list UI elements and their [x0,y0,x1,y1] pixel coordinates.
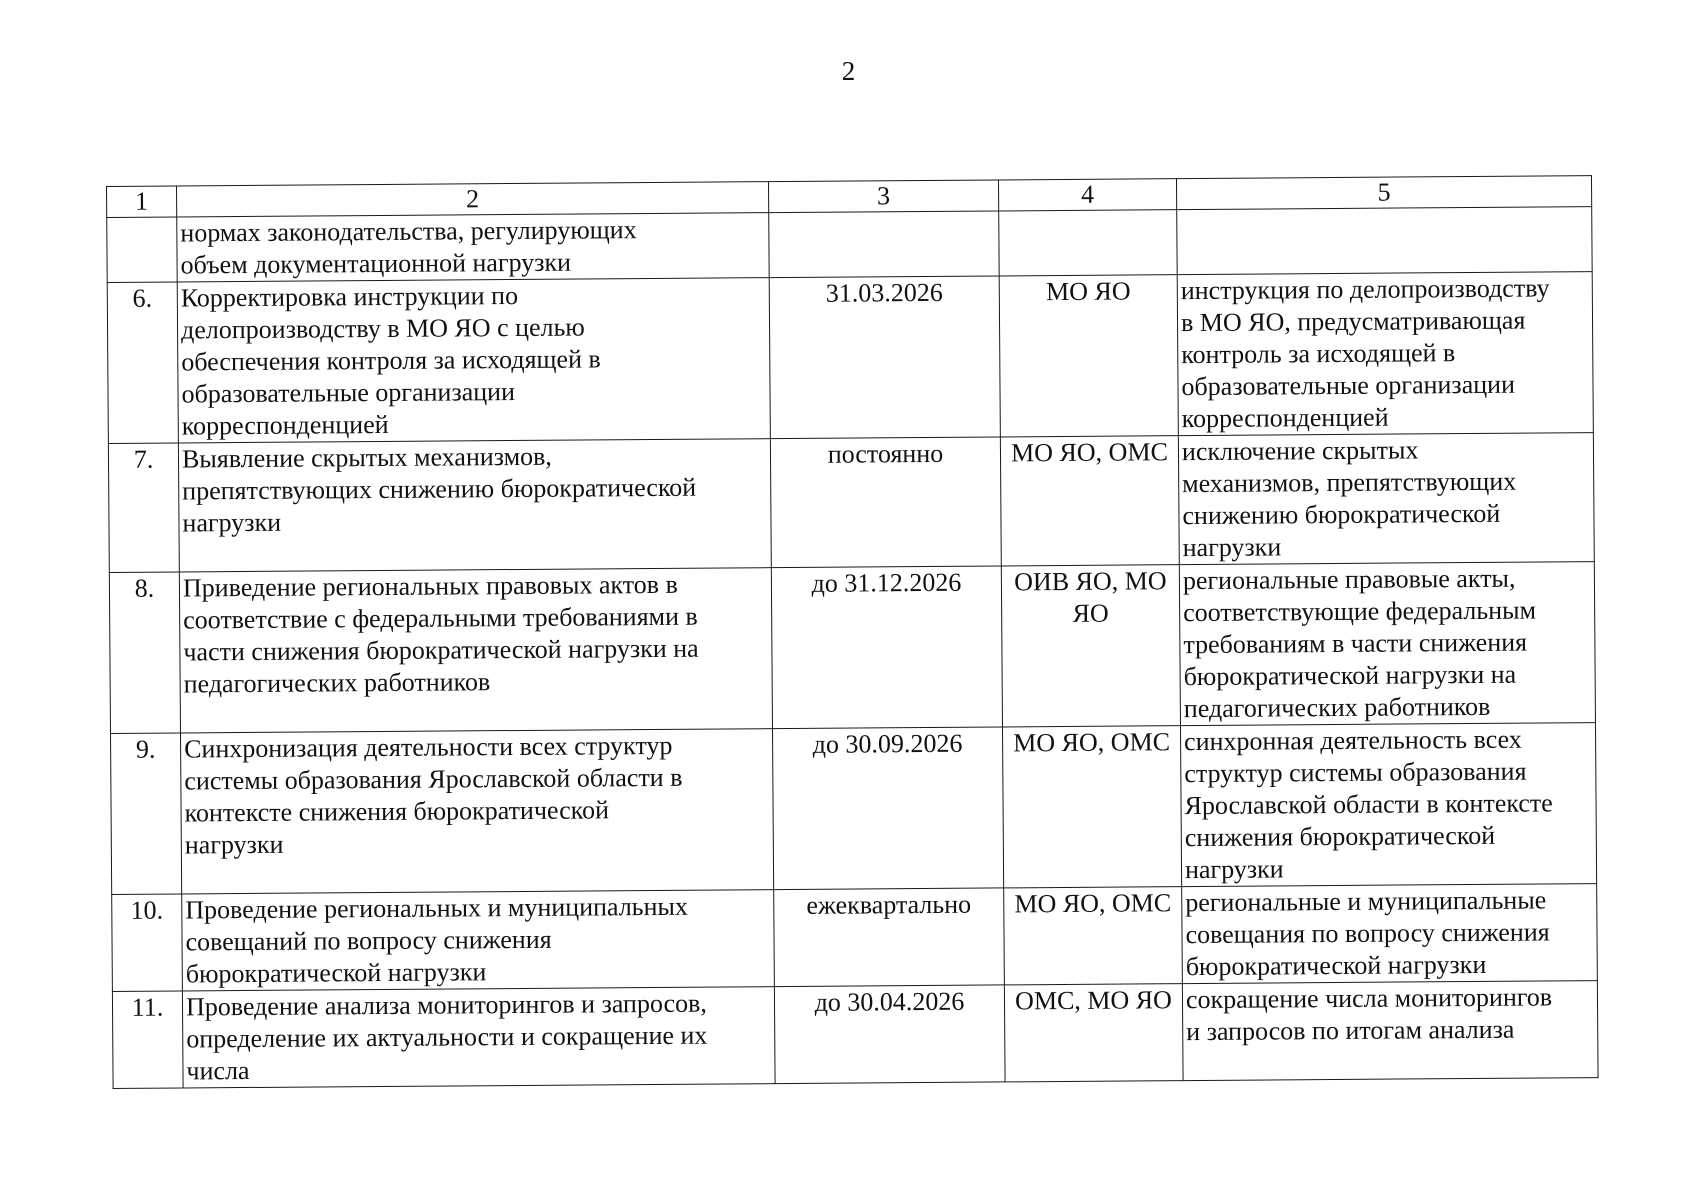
expected-result: региональные правовые акты, соответствующие федеральным требованиям в части снижения бюрократической нагрузки на педагогических работников [1179,562,1595,726]
expected-result: региональные и муниципальные совещания по вопросу снижения бюрократической нагрузки [1182,884,1598,984]
measure-name: Синхронизация деятельности всех структур системы образования Ярославской области в контексте снижения бюрократической нагрузки [181,729,774,894]
deadline: 31.03.2026 [769,276,1000,439]
table-row [108,433,1594,573]
table-row [112,981,1598,1089]
column-header-3: 3 [768,180,998,213]
column-header-4: 4 [998,179,1176,211]
measure-name: нормах законодательства, регулирующих объем документационной нагрузки [177,213,769,282]
expected-result [1177,207,1592,275]
table-row [112,884,1598,992]
page-number: 2 [841,56,856,86]
row-number: 7. [108,443,179,573]
table-row [107,207,1592,283]
table-row [107,272,1593,444]
column-header-5: 5 [1176,176,1591,210]
expected-result: сокращение числа мониторингов и запросов по итогам анализа [1182,981,1598,1081]
executor: ОИВ ЯО, МО ЯО [1001,565,1180,727]
deadline: до 31.12.2026 [771,566,1002,729]
deadline [769,211,999,278]
executor: МО ЯО, ОМС [1002,726,1181,888]
measure-name: Проведение анализа мониторингов и запросов, определение их актуальности и сокращение их числа [182,987,775,1088]
row-number: 11. [112,991,183,1089]
measure-name: Приведение региональных правовых актов в соответствие с федеральными требованиями в части снижения бюрократической нагрузки на педагогических работников [179,568,772,733]
measure-name: Проведение региональных и муниципальных совещаний по вопросу снижения бюрократической нагрузки [182,890,775,991]
deadline: ежеквартально [774,888,1005,987]
executor: ОМС, МО ЯО [1004,984,1183,1082]
table-row [109,562,1595,734]
executor: МО ЯО, ОМС [1004,887,1183,985]
row-number: 10. [112,894,183,992]
deadline: до 30.09.2026 [772,727,1003,890]
row-number: 8. [109,572,180,734]
column-header-1: 1 [107,186,177,218]
executor: МО ЯО, ОМС [1000,436,1179,566]
row-number [107,217,177,283]
row-number: 9. [111,733,182,895]
deadline: постоянно [770,437,1001,568]
executor [999,210,1177,276]
row-number: 6. [107,282,178,444]
column-header-2: 2 [177,182,769,217]
expected-result: исключение скрытых механизмов, препятствующих снижению бюрократической нагрузки [1178,433,1594,565]
measure-name: Корректировка инструкции по делопроизводству в МО ЯО с целью обеспечения контроля за исходящей в образовательные организации корреспонденцией [177,278,770,443]
table-row [111,723,1597,895]
deadline: до 30.04.2026 [774,985,1005,1084]
measures-table [106,175,1599,1089]
measure-name: Выявление скрытых механизмов, препятствующих снижению бюрократической нагрузки [178,439,771,572]
executor: МО ЯО [999,275,1178,437]
expected-result: синхронная деятельность всех структур системы образования Ярославской области в контексте снижения бюрократической нагрузки [1180,723,1596,887]
expected-result: инструкция по делопроизводству в МО ЯО, предусматривающая контроль за исходящей в образовательные организации корреспонденцией [1177,272,1593,436]
